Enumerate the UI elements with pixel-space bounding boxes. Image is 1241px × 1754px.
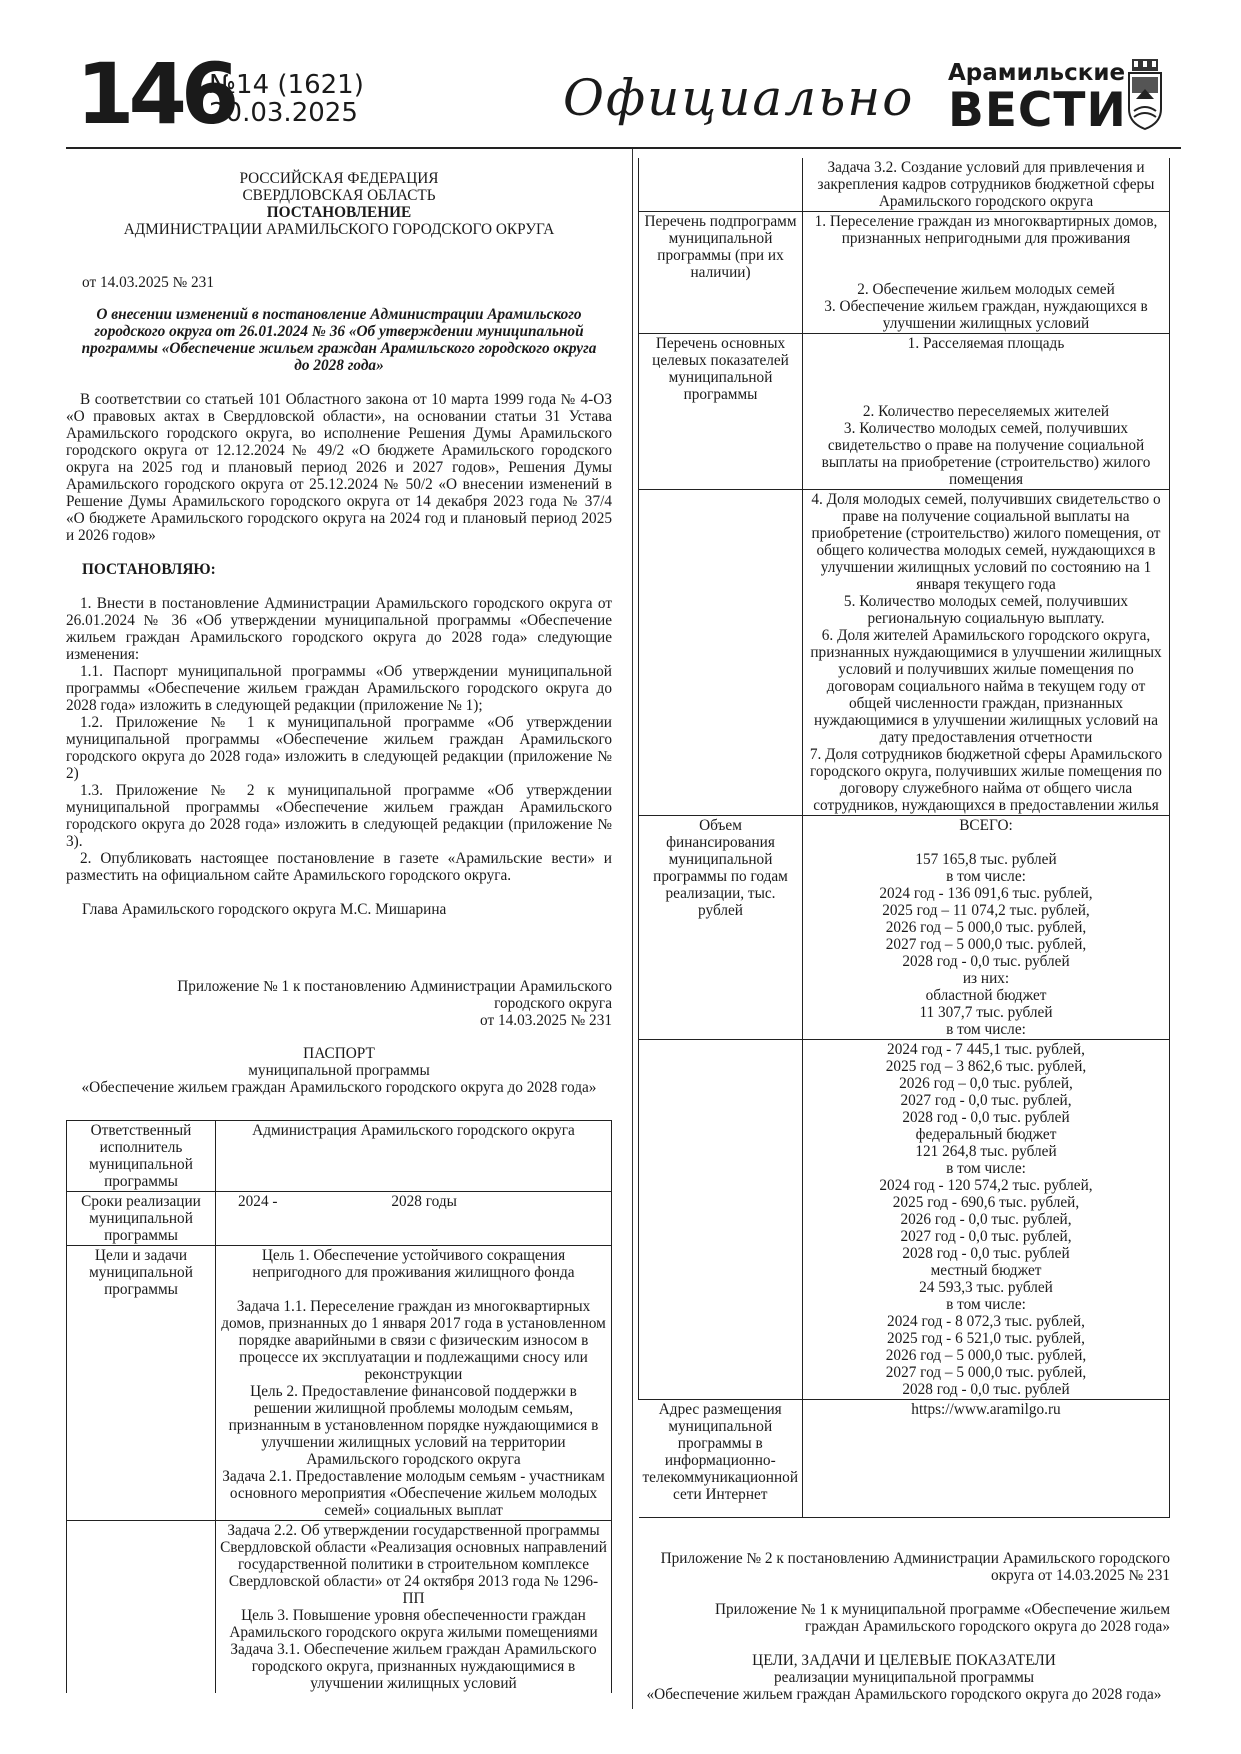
funding-line: в том числе: (946, 1296, 1026, 1313)
logo-line-1: Арамильские (948, 60, 1126, 86)
document-header (66, 170, 612, 238)
preamble: В соответствии со статьей 101 Областного закона от 10 марта 1999 года № 4-ОЗ «О правовых актах в Свердловской области», на основании статьи 31 Устава Арамильского городского округа, во исполнение Решения Думы Арамильского городского округа от 12.12.2024 № 49/2 «О бюджете Арамильского городского округа на 2025 год и плановый период 2026 и 2027 годов», Решения Думы Арамильского городского округа от 25.12.2024 № 50/2 «О внесении изменений в Решение Думы Арамильского городского округа от 14 декабря 2023 года № 37/4 «О бюджете Арамильского городского округа на 2024 год и плановый период 2025 и 2026 годов» (66, 391, 612, 544)
subprogram-1: 1. Переселение граждан из многоквартирных домов, признанных непригодными для проживания (814, 213, 1158, 247)
row-value (216, 1192, 612, 1246)
section-title: Официально (563, 69, 915, 127)
decree-date-number: от 14.03.2025 № 231 (82, 274, 214, 291)
funding-line: 2028 год - 0,0 тыс. рублей (902, 1381, 1070, 1398)
funding-line: 2024 год - 7 445,1 тыс. рублей, (887, 1041, 1085, 1058)
column-divider (632, 149, 633, 1709)
funding-line: 2027 год – 5 000,0 тыс. рублей, (885, 936, 1087, 953)
row-value (803, 334, 1170, 490)
goal-3: Цель 3. Повышение уровня обеспеченности граждан Арамильского городского округа жилыми помещениями (229, 1607, 598, 1641)
task-2-2: Задача 2.2. Об утверждении государственной программы Свердловской области «Реализация основных направлений государственной политики в строительном комплексе Свердловской области» от 24 октября 2013 года № 1296-ПП (220, 1522, 607, 1607)
row-label: Ответственный исполнитель муниципальной программы (67, 1121, 216, 1192)
table-row (639, 816, 1170, 1040)
table-row (67, 1192, 612, 1246)
signature: Глава Арамильского городского округа М.С. Мишарина (82, 901, 447, 918)
header-line-2: СВЕРДЛОВСКАЯ ОБЛАСТЬ (242, 187, 436, 204)
period-from: 2024 - (238, 1193, 278, 1210)
funding-line: 2024 год - 136 091,6 тыс. рублей, (879, 885, 1093, 902)
logo-line-2: ВЕСТИ (948, 83, 1127, 138)
row-value (216, 1521, 612, 1694)
table-row (639, 212, 1170, 334)
funding-line: 2025 год – 3 862,6 тыс. рублей, (885, 1058, 1087, 1075)
funding-line: из них: (962, 970, 1010, 987)
item-1-1: 1.1. Паспорт муниципальной программы «Об утверждении муниципальной программы «Обеспечение жильем граждан Арамильского городского округа до 2028 года» изложить в следующей редакции (приложение № 1); (66, 663, 612, 714)
item-1-3: 1.3. Приложение № 2 к муниципальной программе «Об утверждении муниципальной программы «Обеспечение жильем граждан Арамильского городского округа до 2028 года» изложить в следующей редакции (приложение № 3). (66, 782, 612, 850)
row-label: Цели и задачи муниципальной программы (67, 1246, 216, 1521)
indicator-4: 4. Доля молодых семей, получивших свидетельство о праве на получение социальной выплаты на приобретение (строительство) жилого помещения, от общего количества молодых семей, нуждающихся в улучшении жилищных условий по состоянию на 1 января текущего года (811, 491, 1161, 593)
row-label (639, 1040, 803, 1400)
row-label: Адрес размещения муниципальной программы в информационно-телекоммуникационной сети Интернет (639, 1400, 803, 1518)
funding-line: 11 307,7 тыс. рублей (919, 1004, 1053, 1021)
funding-line: 2027 год - 0,0 тыс. рублей, (900, 1228, 1072, 1245)
row-label: Перечень основных целевых показателей муниципальной программы (639, 334, 803, 490)
task-3-1: Задача 3.1. Обеспечение жильем граждан Арамильского городского округа, признанных нуждающимися в улучшении жилищных условий (230, 1641, 597, 1692)
task-2-1: Задача 2.1. Предоставление молодым семьям - участникам основного мероприятия «Обеспечение жильем молодых семей» социальных выплат (222, 1468, 605, 1519)
item-1-2: 1.2. Приложение № 1 к муниципальной программе «Об утверждении муниципальной программы «Обеспечение жильем граждан Арамильского городского округа до 2028 года» изложить в следующей редакции (приложение № 2) (66, 714, 612, 782)
row-value (803, 816, 1170, 1040)
funding-line (807, 834, 1165, 851)
row-value (803, 1040, 1170, 1400)
funding-line: 2027 год – 5 000,0 тыс. рублей, (885, 1364, 1087, 1381)
funding-line: 121 264,8 тыс. рублей (915, 1143, 1057, 1160)
indicator-7: 7. Доля сотрудников бюджетной сферы Арамильского городского округа, получивших жилые помещения по договору служебного найма от общего числа сотрудников, нуждающихся в предоставлении жилья (809, 746, 1163, 814)
header-rule (66, 147, 1181, 149)
funding-line: 2025 год – 11 074,2 тыс. рублей, (882, 902, 1090, 919)
funding-line: в том числе: (946, 1021, 1026, 1038)
goals-title (638, 1652, 1170, 1703)
row-label (67, 1521, 216, 1694)
funding-line: 2026 год – 0,0 тыс. рублей, (899, 1075, 1073, 1092)
subprogram-2: 2. Обеспечение жильем молодых семей (857, 281, 1115, 298)
row-label: Перечень подпрограмм муниципальной программы (при их наличии) (639, 212, 803, 334)
funding-line: 2028 год - 0,0 тыс. рублей (902, 953, 1070, 970)
row-value (803, 490, 1170, 816)
funding-line: 2026 год - 0,0 тыс. рублей, (900, 1211, 1072, 1228)
right-column (638, 158, 1170, 1703)
table-row (639, 334, 1170, 490)
indicator-1: 1. Расселяемая площадь (907, 335, 1065, 352)
funding-line: 2027 год - 0,0 тыс. рублей, (900, 1092, 1072, 1109)
table-row (67, 1246, 612, 1521)
passport-table (66, 1120, 612, 1693)
funding-line: 2024 год - 120 574,2 тыс. рублей, (879, 1177, 1093, 1194)
funding-line: ВСЕГО: (959, 817, 1013, 834)
funding-line: 2026 год – 5 000,0 тыс. рублей, (885, 919, 1087, 936)
table-row (639, 1400, 1170, 1518)
goal-1: Цель 1. Обеспечение устойчивого сокращения непригодного для проживания жилищного фонда (252, 1247, 575, 1281)
goals-title-1: ЦЕЛИ, ЗАДАЧИ И ЦЕЛЕВЫЕ ПОКАЗАТЕЛИ (752, 1652, 1056, 1669)
funding-line: областной бюджет (925, 987, 1047, 1004)
funding-line: федеральный бюджет (915, 1126, 1057, 1143)
indicator-6: 6. Доля жителей Арамильского городского округа, признанных нуждающимися в улучшении жилищных условий и получивших жилые помещения по договорам социального найма в текущем году от общей численности граждан, признанных нуждающимися в улучшении жилищных условий на дату предоставления отчетности (810, 627, 1162, 746)
program-appendix-note: Приложение № 1 к муниципальной программе «Обеспечение жильем граждан Арамильского городского округа до 2028 года» (714, 1601, 1170, 1635)
funding-line: 157 165,8 тыс. рублей (915, 851, 1057, 868)
decree-title: О внесении изменений в постановление Администрации Арамильского городского округа от 26.01.2024 № 36 «Об утверждении муниципальной программы «Обеспечение жильем граждан Арамильского городского округа до 2028 года» (81, 306, 597, 374)
item-1: 1. Внести в постановление Администрации Арамильского городского округа от 26.01.2024 № 36 «Об утверждении муниципальной программы «Обеспечение жильем граждан Арамильского городского округа до 2028 года» следующие изменения: (66, 595, 612, 663)
issue-number: №14 (1621) (209, 70, 364, 100)
table-row (67, 1121, 612, 1192)
period-to: 2028 годы (391, 1193, 457, 1210)
indicator-5: 5. Количество молодых семей, получивших региональную социальную выплату. (843, 593, 1129, 627)
header-line-3: ПОСТАНОВЛЕНИЕ (266, 204, 412, 221)
table-row (639, 1040, 1170, 1400)
appendix-1-note (66, 978, 612, 1029)
newspaper-logo (948, 60, 1127, 138)
table-row (639, 158, 1170, 212)
row-value: Задача 3.2. Создание условий для привлечения и закрепления кадров сотрудников бюджетной сферы Арамильского городского округа (803, 158, 1170, 212)
row-value (216, 1246, 612, 1521)
row-label: Объем финансирования муниципальной программы по годам реализации, тыс. рублей (639, 816, 803, 1040)
table-row (67, 1521, 612, 1694)
indicator-2: 2. Количество переселяемых жителей (862, 403, 1110, 420)
header-line-4: АДМИНИСТРАЦИИ АРАМИЛЬСКОГО ГОРОДСКОГО ОКРУГА (123, 221, 555, 238)
passport-title-1: ПАСПОРТ (303, 1045, 375, 1062)
funding-line: в том числе: (946, 868, 1026, 885)
header-line-1: РОССИЙСКАЯ ФЕДЕРАЦИЯ (239, 170, 439, 187)
item-2: 2. Опубликовать настоящее постановление в газете «Арамильские вести» и разместить на официальном сайте Арамильского городского округа. (66, 850, 612, 884)
passport-title (66, 1045, 612, 1096)
row-label (639, 490, 803, 816)
subprogram-3: 3. Обеспечение жильем граждан, нуждающихся в улучшении жилищных условий (824, 298, 1148, 332)
funding-line: 2026 год – 5 000,0 тыс. рублей, (885, 1347, 1087, 1364)
funding-line: 2025 год - 6 521,0 тыс. рублей, (887, 1330, 1085, 1347)
row-value: Администрация Арамильского городского округа (216, 1121, 612, 1192)
passport-title-2: муниципальной программы (248, 1062, 430, 1079)
page-number: 146 (76, 45, 234, 143)
passport-title-3: «Обеспечение жильем граждан Арамильского городского округа до 2028 года» (81, 1079, 597, 1096)
appendix-1-line-3: от 14.03.2025 № 231 (480, 1012, 612, 1029)
funding-line: 2028 год - 0,0 тыс. рублей (902, 1245, 1070, 1262)
goals-title-2: реализации муниципальной программы (773, 1669, 1035, 1686)
issue-date: 20.03.2025 (209, 98, 358, 128)
funding-line: 2024 год - 8 072,3 тыс. рублей, (887, 1313, 1085, 1330)
funding-line: 24 593,3 тыс. рублей (919, 1279, 1053, 1296)
appendix-2-note: Приложение № 2 к постановлению Администрации Арамильского городского округа от 14.03.2025 № 231 (660, 1550, 1170, 1584)
funding-line: в том числе: (946, 1160, 1026, 1177)
indicator-3: 3. Количество молодых семей, получивших свидетельство о праве на получение социальной выплаты на приобретение (строительство) жилого помещения (821, 420, 1151, 488)
funding-line: 2025 год - 690,6 тыс. рублей, (892, 1194, 1080, 1211)
coat-of-arms-icon (1126, 59, 1164, 131)
appendix-1-line-1: Приложение № 1 к постановлению Администрации Арамильского (177, 978, 612, 995)
masthead (76, 45, 1166, 145)
appendix-1-line-2: городского округа (494, 995, 612, 1012)
table-row (639, 490, 1170, 816)
funding-line: 2028 год - 0,0 тыс. рублей (902, 1109, 1070, 1126)
row-value (803, 212, 1170, 334)
website-url[interactable]: https://www.aramilgo.ru (803, 1400, 1170, 1518)
row-label (639, 158, 803, 212)
row-label: Сроки реализации муниципальной программы (67, 1192, 216, 1246)
decree-word: ПОСТАНОВЛЯЮ: (82, 561, 216, 578)
funding-line: местный бюджет (930, 1262, 1042, 1279)
issue-info (209, 71, 364, 127)
left-column (66, 170, 612, 1693)
goal-2: Цель 2. Предоставление финансовой поддержки в решении жилищной проблемы молодым семьям, признанным в установленном порядке нуждающимися в улучшении жилищных условий на территории Арамильского городского округа (228, 1383, 599, 1468)
task-1-1: Задача 1.1. Переселение граждан из многоквартирных домов, признанных до 1 января 2017 года в установленном порядке аварийными в связи с физическим износом в процессе их эксплуатации и подлежащими сносу или реконструкции (221, 1298, 606, 1383)
goals-title-3: «Обеспечение жильем граждан Арамильского городского округа до 2028 года» (646, 1686, 1162, 1703)
passport-table-continued (638, 158, 1170, 1518)
